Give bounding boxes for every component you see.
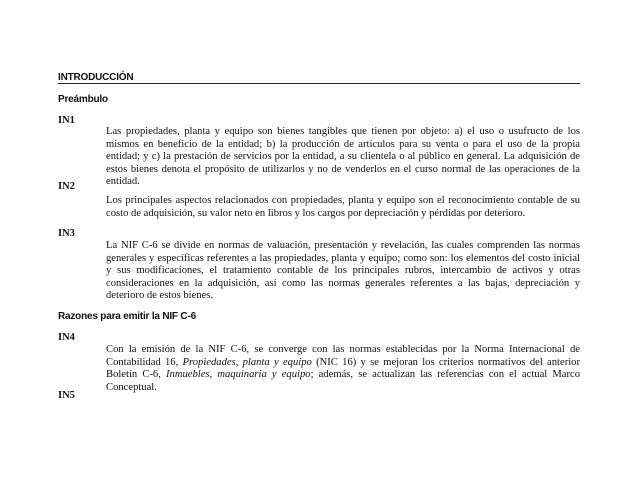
paragraph-in4 [106,344,580,394]
section-title: INTRODUCCIÓN [58,72,134,83]
reasons-heading: Razones para emitir la NIF C-6 [58,311,196,322]
paragraph-number-in1: IN1 [58,115,75,126]
paragraph-number-in4: IN4 [58,332,75,343]
paragraph-number-in5: IN5 [58,390,75,401]
paragraph-in2: Los principales aspectos relacionados con propiedades, planta y equipo son el reconocimiento contable de su costo de adquisición, su valor neto en libros y los cargos por depreciación y pérdidas por deterioro. [106,195,580,219]
preamble-heading: Preámbulo [58,94,108,105]
paragraph-in4-text-3: ; además, se actualizan las referencias con el actual Marco Conceptual. [106,369,581,393]
paragraph-in1: Las propiedades, planta y equipo son bienes tangibles que tienen por objeto: a) el uso o usufructo de los mismos en beneficio de la entidad; b) la producción de artículos para su venta o para el uso de la propia entidad; y c) la prestación de servicios por la entidad, a su clientela o al público en general. La adquisición de estos bienes denota el propósito de utilizarlos y no de venderlos en el curso normal de las operaciones de la entidad. [106,126,580,188]
paragraph-in4-italic-1: Propiedades, planta y equipo [182,356,312,368]
paragraph-number-in3: IN3 [58,228,75,239]
paragraph-in4-text-1: Con la emisión de la NIF C-6, se converge con las normas establecidas por la Norma Internacional de Contabilidad 16, [106,344,580,368]
paragraph-number-in2: IN2 [58,181,75,192]
paragraph-in3: La NIF C-6 se divide en normas de valuación, presentación y revelación, las cuales comprenden las normas generales y específicas referentes a las propiedades, planta y equipo; como son: los elementos del costo inicial y sus modificaciones, el tratamiento contable de los principales rubros, intercambio de activos y otras consideraciones en la adquisición, así como las normas generales referentes a las bajas, depreciación y deterioro de estos bienes. [106,240,580,302]
title-underline [58,83,580,84]
paragraph-in4-text-2: (NIC 16) y se mejoran los criterios normativos del anterior Boletín C-6, [106,356,580,381]
paragraph-in4-italic-2: Inmuebles, maquinaria y equipo [166,369,311,381]
